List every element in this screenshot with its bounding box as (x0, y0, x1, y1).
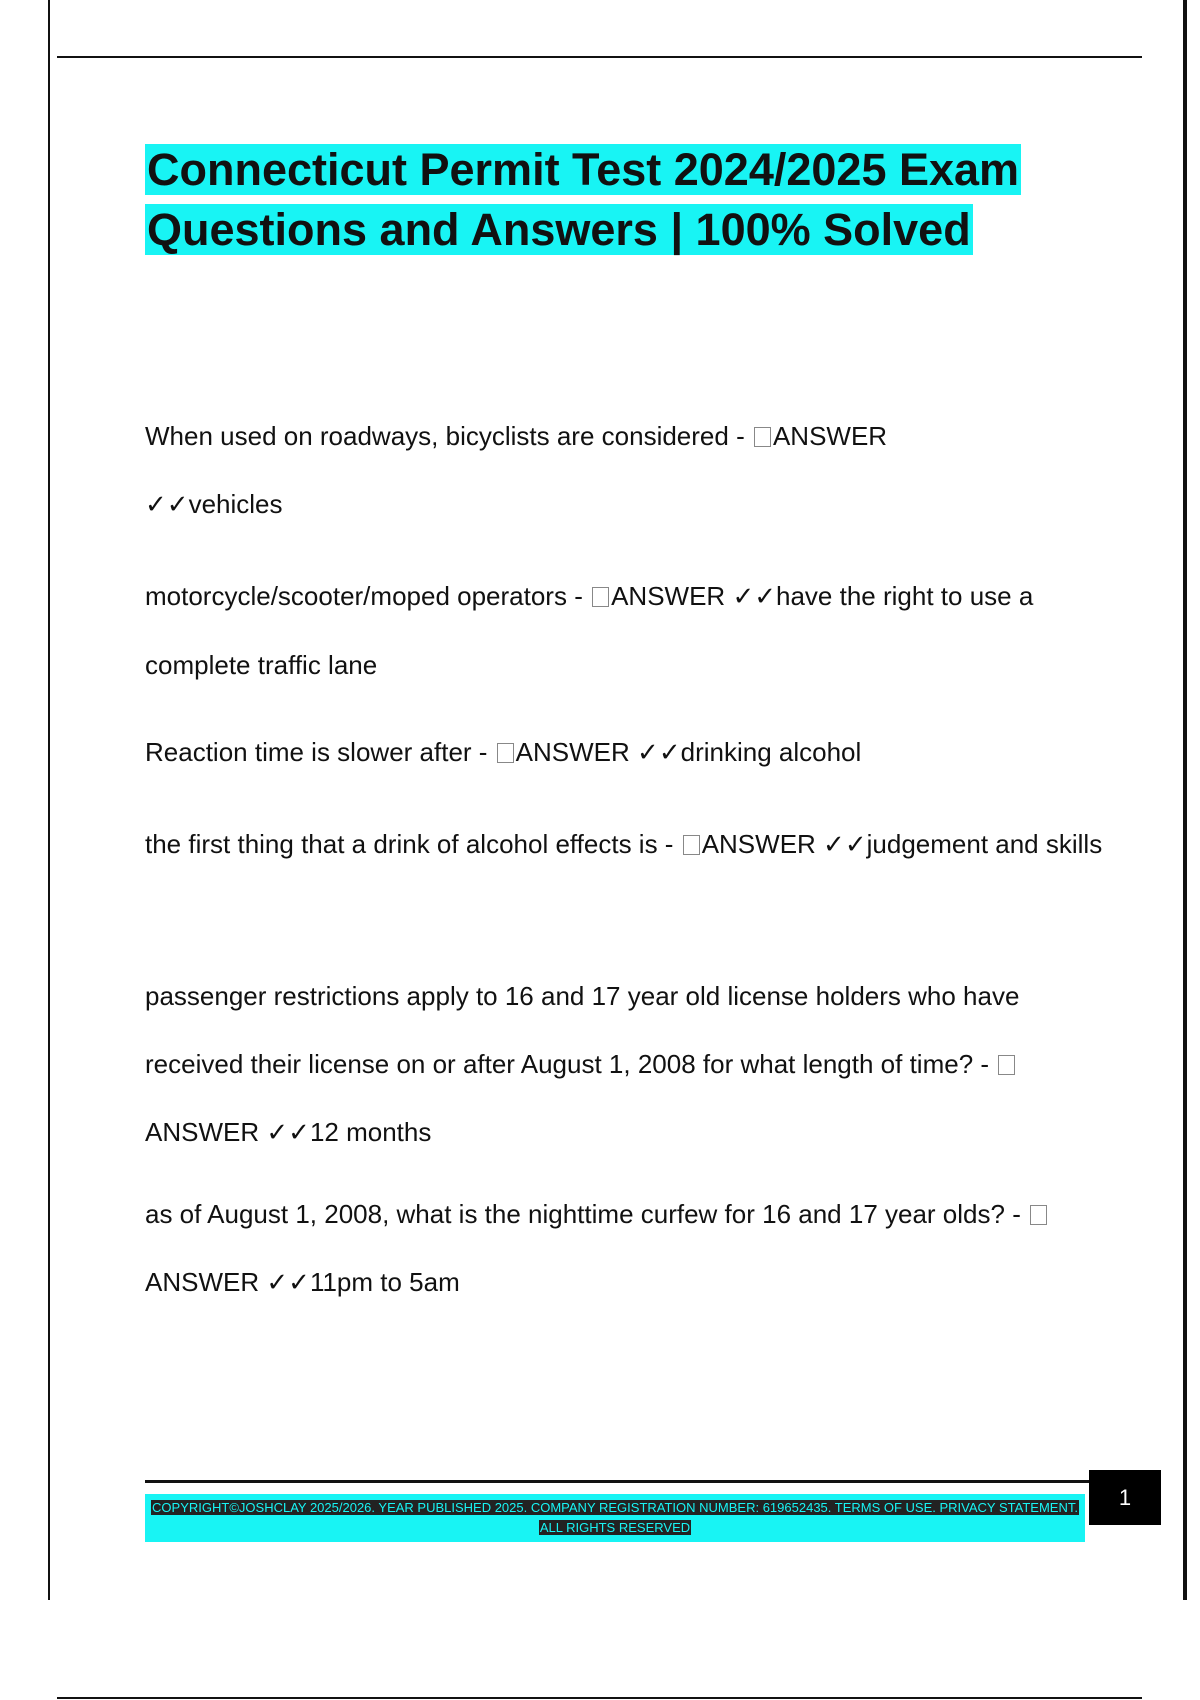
answer-label: ANSWER (145, 1267, 260, 1297)
checkbox-glyph-icon (1030, 1205, 1047, 1225)
qa-item-3 (145, 718, 1105, 787)
document-title: Connecticut Permit Test 2024/2025 Exam Questions and Answers | 100% Solved (147, 144, 1020, 255)
question-text: Reaction time is slower after - (145, 737, 495, 767)
answer-text: vehicles (188, 489, 283, 519)
question-text: the first thing that a drink of alcohol effects is - (145, 829, 681, 859)
answer-text: 12 months (309, 1117, 432, 1147)
footer-rule (145, 1480, 1090, 1483)
question-text: passenger restrictions apply to 16 and 17 year old license holders who have received their license on or after August 1, 2008 for what length of time? - (145, 981, 1020, 1079)
qa-item-5 (145, 962, 1105, 1167)
page-left-border (48, 0, 50, 1600)
checkbox-glyph-icon (754, 427, 771, 447)
answer-label: ANSWER (611, 581, 726, 611)
answer-label: ANSWER (145, 1117, 260, 1147)
qa-item-4 (145, 810, 1105, 879)
double-check-icon: ✓✓ (266, 1268, 310, 1298)
double-check-icon: ✓✓ (266, 1118, 310, 1148)
answer-text: drinking alcohol (680, 737, 862, 767)
question-text: motorcycle/scooter/moped operators - (145, 581, 591, 611)
checkbox-glyph-icon (592, 587, 609, 607)
answer-text: 11pm to 5am (309, 1267, 460, 1297)
double-check-icon: ✓✓ (732, 582, 777, 612)
double-check-icon: ✓✓ (637, 738, 681, 768)
double-check-icon: ✓✓ (823, 830, 867, 860)
question-text: When used on roadways, bicyclists are considered - (145, 421, 752, 451)
checkbox-glyph-icon (683, 835, 700, 855)
answer-label: ANSWER (701, 829, 816, 859)
answer-text: have the right to use a complete traffic lane (145, 581, 1034, 680)
qa-item-6 (145, 1180, 1105, 1317)
top-rule (57, 56, 1142, 58)
checkbox-glyph-icon (497, 743, 514, 763)
bottom-rule (57, 1697, 1142, 1699)
qa-item-1 (145, 402, 1105, 539)
answer-text: judgement and skills (866, 829, 1103, 859)
double-check-icon: ✓✓ (145, 490, 189, 520)
page-right-border (1183, 0, 1187, 1600)
answer-label: ANSWER (772, 421, 888, 451)
question-text: as of August 1, 2008, what is the nighttime curfew for 16 and 17 year olds? - (145, 1199, 1029, 1229)
qa-item-2 (145, 562, 1105, 699)
answer-label: ANSWER (515, 737, 630, 767)
checkbox-glyph-icon (998, 1055, 1015, 1075)
page-number: 1 (1089, 1470, 1161, 1525)
footer-copyright: COPYRIGHT©JOSHCLAY 2025/2026. YEAR PUBLISHED 2025. COMPANY REGISTRATION NUMBER: 619652435. TERMS OF USE. PRIVACY STATEMENT. ALL RIGHTS RESERVED (145, 1494, 1085, 1542)
